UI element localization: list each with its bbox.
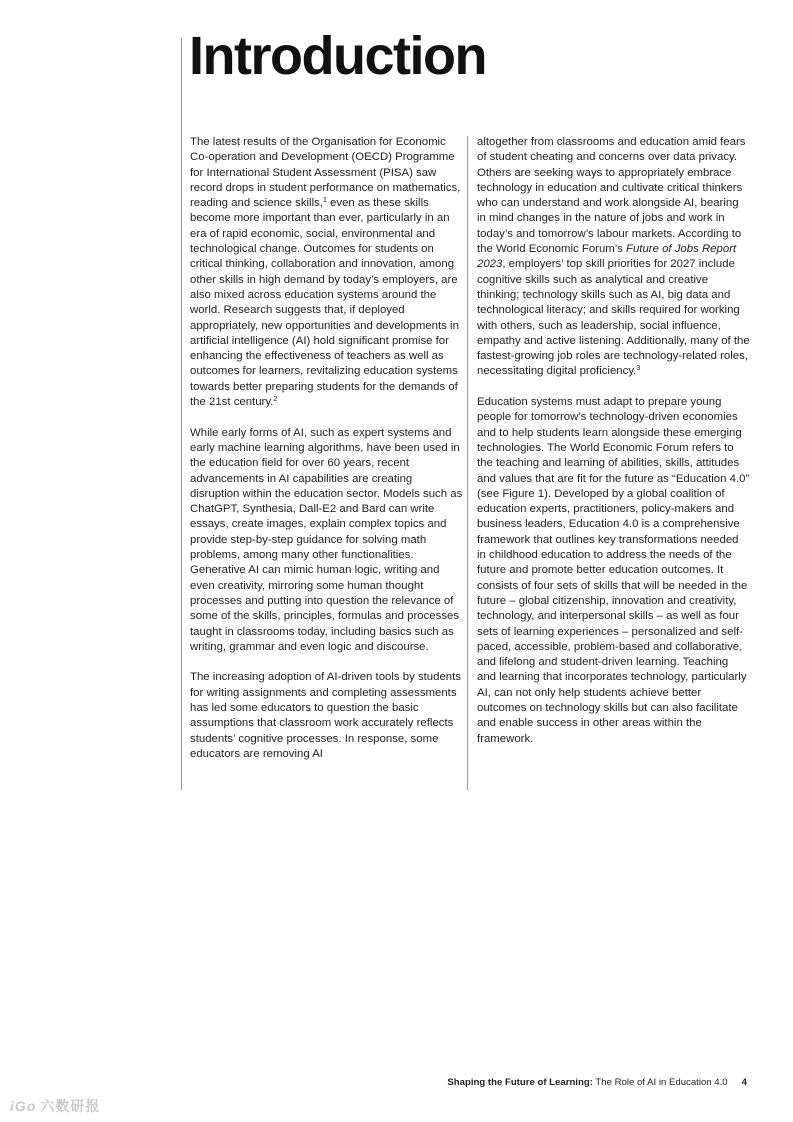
paragraph-classroom-ai xyxy=(477,135,750,380)
paragraph-education-4-0: Education systems must adapt to prepare young people for tomorrow’s technology-driven economies and to help students learn alongside these emerging technologies. The World Economic Forum refers to the teaching and learning of abilities, skills, attitudes and values that are fit for the future as “Education 4.0” (see Figure 1). Developed by a global coalition of education experts, practitioners, policy-makers and business leaders, Education 4.0 is a comprehensive framework that outlines key transformations needed in childhood education to address the needs of the future and promote better education outcomes. It consists of four sets of skills that will be needed in the future – global citizenship, innovation and creativity, technology, and interpersonal skills – as well as four sets of learning experiences – personalized and self-paced, accessible, problem-based and collaborative, and lifelong and student-driven learning. Teaching and learning that incorporates technology, particularly AI, can not only help students achieve better outcomes on technology skills but can also facilitate and enable success in other areas within the framework. xyxy=(477,396,750,745)
column-divider-rule xyxy=(467,136,468,790)
paragraph-ai-adoption: The increasing adoption of AI-driven tools by students for writing assignments and completing assessments has led some educators to question the basic assumptions that classroom work accurately reflects students’ cognitive processes. In response, some educators are removing AI xyxy=(190,671,462,760)
paragraph-early-ai: While early forms of AI, such as expert systems and early machine learning algorithms, have been used in the education field for over 60 years, recent advancements in AI capabilities are creating disruption within the education sector. Models such as ChatGPT, Synthesia, Dall-E2 and Bard can write essays, create images, explain complex topics and provide step-by-step guidance for solving math problems, among many other functionalities. Generative AI can mimic human logic, writing and even creativity, mirroring some human thought processes and putting into question the relevance of some of the skills, principles, formulas and processes taught in classrooms today, including basics such as writing, grammar and even logic and discourse. xyxy=(190,426,463,653)
watermark xyxy=(10,1096,100,1116)
watermark-logo: iGo xyxy=(10,1098,37,1114)
watermark-text: 六数研报 xyxy=(40,1098,101,1114)
paragraph-oecd-pisa xyxy=(190,135,463,410)
footnote-ref-2: 2 xyxy=(273,396,278,404)
right-text-column xyxy=(477,135,750,747)
footnote-ref-3: 3 xyxy=(636,365,641,373)
page-number: 4 xyxy=(741,1077,747,1088)
page-footer xyxy=(447,1077,747,1088)
footnote-ref-1: 1 xyxy=(322,197,327,205)
footer-report-title-rest: The Role of AI in Education 4.0 xyxy=(592,1077,728,1088)
left-text-column xyxy=(190,135,463,762)
footer-report-title-bold: Shaping the Future of Learning: xyxy=(447,1077,593,1088)
report-title-italic: Future of Jobs Report 2023 xyxy=(477,243,737,271)
paragraph-text: , employers’ top skill priorities for 2027 include cognitive skills such as analytical and creative thinking; technology skills such as AI, big data and technological literacy; and skills required for working with others, such as leadership, social influence, empathy and active listening. Additionally, many of the fastest-growing job roles are technology-related roles, necessitating digital proficiency. xyxy=(477,258,750,378)
paragraph-text: even as these skills become more important than ever, particularly in an era of rapid economic, social, environmental and technological change. Outcomes for students on critical thinking, collaboration and innovation, among other skills in high demand by today’s employers, are also mixed across education systems around the world. Research suggests that, if deployed appropriately, new opportunities and developments in artificial intelligence (AI) hold significant promise for enhancing the effectiveness of teachers as well as outcomes for learners, revitalizing education systems towards better preparing students for the demands of the 21st century. xyxy=(190,197,459,409)
title-vertical-rule xyxy=(181,38,182,790)
paragraph-text: The latest results of the Organisation for Economic Co-operation and Development (OECD) Programme for International Student Assessment (PISA) saw record drops in student performance on mathematics, reading and science skills, xyxy=(190,136,461,210)
page-title: Introduction xyxy=(189,26,486,86)
paragraph-text: altogether from classrooms and education amid fears of student cheating and concerns over data privacy. Others are seeking ways to appropriately embrace technology in education and cultivate critical thinkers who can understand and work alongside AI, bearing in mind changes in the nature of jobs and work in today’s and tomorrow’s labour markets. According to the World Economic Forum’s xyxy=(477,136,746,256)
